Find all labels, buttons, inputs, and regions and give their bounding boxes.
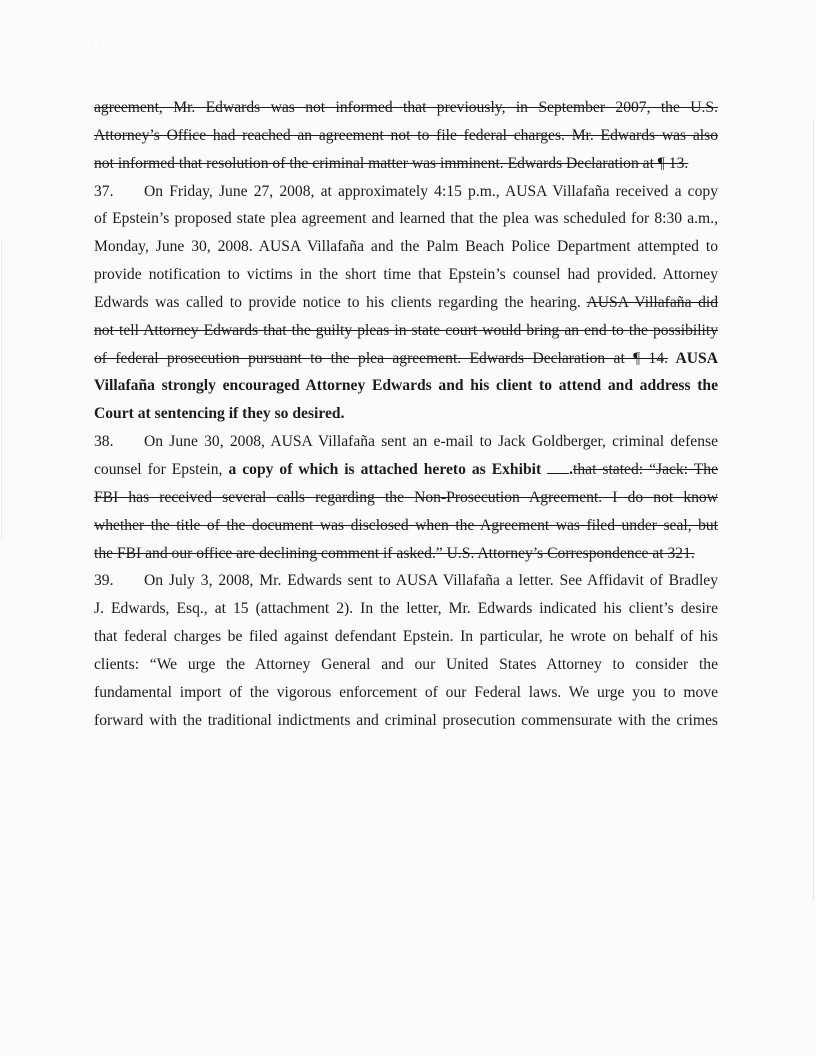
- bold-text-run: Villafaña strongly encouraged Attorney Edwards and his client to attend and address the: [94, 377, 718, 395]
- text-line: J. Edwards, Esq., at 15 (attachment 2). In the letter, Mr. Edwards indicated his client’s desire: [94, 600, 718, 618]
- struck-text-run: that stated: “Jack: The: [573, 460, 718, 478]
- text-line: not tell Attorney Edwards that the guilty pleas in state court would bring an end to the possibility: [94, 321, 718, 339]
- text-line: of Epstein’s proposed state plea agreement and learned that the plea was scheduled for 8:30 a.m.,: [94, 210, 718, 228]
- text-line: clients: “We urge the Attorney General and our United States Attorney to consider the: [94, 655, 718, 673]
- text-line: Attorney’s Office had reached an agreement not to file federal charges. Mr. Edwards was also: [94, 126, 718, 144]
- text-run: Edwards was called to provide notice to his clients regarding the hearing.: [94, 293, 587, 311]
- scan-edge-left: [1, 240, 2, 540]
- document-body: [94, 94, 718, 734]
- paragraph-38: [94, 428, 718, 567]
- bold-text-run: Court at sentencing if they so desired.: [94, 405, 345, 423]
- text-run: On Friday, June 27, 2008, at approximately 4:15 p.m., AUSA Villafaña received a copy: [144, 182, 718, 200]
- text-line: the FBI and our office are declining comment if asked.” U.S. Attorney’s Correspondence at 321.: [94, 544, 695, 562]
- text-line: provide notification to victims in the short time that Epstein’s counsel had provided. Attorney: [94, 266, 718, 284]
- text-line: [94, 567, 718, 595]
- bold-text-run: AUSA: [668, 349, 718, 367]
- text-line: [94, 456, 718, 484]
- text-run: counsel for Epstein,: [94, 460, 229, 478]
- text-line: [94, 400, 718, 428]
- text-line: forward with the traditional indictments and criminal prosecution commensurate with the crimes: [94, 711, 718, 729]
- paragraph-number: 38.: [94, 433, 114, 451]
- text-line: [94, 345, 718, 373]
- struck-text-run: of federal prosecution pursuant to the plea agreement. Edwards Declaration at ¶ 14.: [94, 349, 669, 367]
- text-line: Monday, June 30, 2008. AUSA Villafaña and the Palm Beach Police Department attempted to: [94, 238, 718, 256]
- text-line: that federal charges be filed against defendant Epstein. In particular, he wrote on behalf of his: [94, 628, 718, 646]
- bold-text-run: .: [569, 460, 574, 478]
- paragraph-37: [94, 178, 718, 429]
- paragraph-36-continuation: [94, 94, 718, 178]
- text-line: fundamental import of the vigorous enforcement of our Federal laws. We urge you to move: [94, 683, 718, 701]
- text-line: whether the title of the document was disclosed when the Agreement was filed under seal, but: [94, 516, 718, 534]
- text-line: FBI has received several calls regarding the Non-Prosecution Agreement. I do not know: [94, 488, 718, 506]
- scan-edge-right: [813, 120, 814, 900]
- exhibit-blank: [547, 460, 569, 474]
- text-line: [94, 428, 718, 456]
- paragraph-number: 39.: [94, 572, 114, 590]
- struck-text-run: AUSA Villafaña did: [586, 293, 718, 311]
- text-run: On June 30, 2008, AUSA Villafaña sent an e-mail to Jack Goldberger, criminal defense: [144, 433, 718, 451]
- bold-text-run: a copy of which is attached hereto as Exhibit: [228, 460, 548, 478]
- paragraph-39: [94, 567, 718, 734]
- text-line: [94, 178, 718, 206]
- scan-corner-mark: · ·: [90, 42, 104, 51]
- text-line: agreement, Mr. Edwards was not informed that previously, in September 2007, the U.S.: [94, 99, 718, 116]
- text-run: On July 3, 2008, Mr. Edwards sent to AUSA Villafaña a letter. See Affidavit of Bradley: [144, 572, 718, 590]
- paragraph-number: 37.: [94, 182, 114, 200]
- text-line: not informed that resolution of the criminal matter was imminent. Edwards Declaration at ¶ 13.: [94, 154, 689, 172]
- text-line: [94, 289, 718, 317]
- text-line: [94, 372, 718, 400]
